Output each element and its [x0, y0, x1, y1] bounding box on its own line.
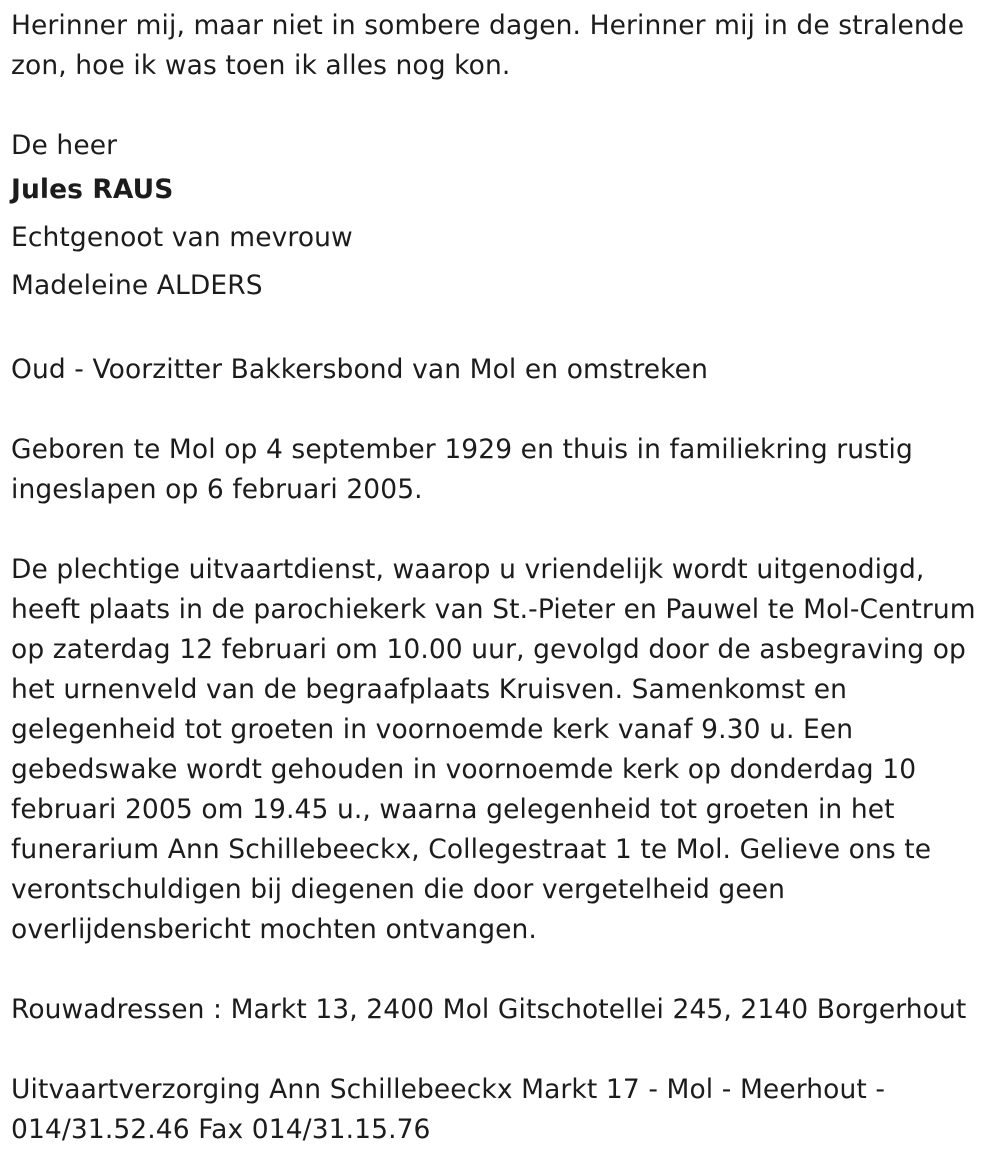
motto-line-2: zon, hoe ik was toen ik alles nog kon. — [11, 50, 511, 81]
birth-death-line-2: ingeslapen op 6 februari 2005. — [11, 474, 423, 505]
undertaker-line-1: Uitvaartverzorging Ann Schillebeeckx Markt 17 - Mol - Meerhout - — [11, 1074, 886, 1105]
spacer — [11, 510, 989, 550]
ceremony-line-7: februari 2005 om 19.45 u., waarna gelegenheid tot groeten in het — [11, 794, 895, 825]
ceremony-line-1: De plechtige uitvaartdienst, waarop u vriendelijk wordt uitgenodigd, — [11, 554, 925, 585]
undertaker-line-2: 014/31.52.46 Fax 014/31.15.76 — [11, 1114, 431, 1145]
mourning-addresses-paragraph — [11, 990, 989, 1030]
obituary-document — [11, 6, 989, 1150]
motto-line-1: Herinner mij, maar niet in sombere dagen. Herinner mij in de stralende — [11, 10, 965, 41]
mourning-addresses: Rouwadressen : Markt 13, 2400 Mol Gitschotellei 245, 2140 Borgerhout — [11, 994, 967, 1025]
spacer — [11, 950, 989, 990]
name-block — [11, 126, 989, 310]
role-paragraph — [11, 350, 989, 390]
ceremony-line-5: gelegenheid tot groeten in voornoemde kerk vanaf 9.30 u. Een — [11, 714, 854, 745]
ceremony-line-4: het urnenveld van de begraafplaats Kruisven. Samenkomst en — [11, 674, 848, 705]
ceremony-line-10: overlijdensbericht mochten ontvangen. — [11, 914, 537, 945]
ceremony-paragraph — [11, 550, 989, 950]
undertaker-paragraph — [11, 1070, 989, 1150]
ceremony-line-3: op zaterdag 12 februari om 10.00 uur, gevolgd door de asbegraving op — [11, 634, 966, 665]
ceremony-line-6: gebedswake wordt gehouden in voornoemde kerk op donderdag 10 — [11, 754, 917, 785]
motto-paragraph — [11, 6, 989, 86]
birth-death-line-1: Geboren te Mol op 4 september 1929 en thuis in familiekring rustig — [11, 434, 913, 465]
ceremony-line-9: verontschuldigen bij diegenen die door vergetelheid geen — [11, 874, 786, 905]
deceased-name: Jules RAUS — [11, 174, 174, 205]
ceremony-line-2: heeft plaats in de parochiekerk van St.-Pieter en Pauwel te Mol-Centrum — [11, 594, 976, 625]
spacer — [11, 86, 989, 126]
ceremony-line-8: funerarium Ann Schillebeeckx, Collegestraat 1 te Mol. Gelieve ons te — [11, 834, 932, 865]
spacer — [11, 1030, 989, 1070]
salutation: De heer — [11, 130, 118, 161]
spacer — [11, 390, 989, 430]
spouse-name: Madeleine ALDERS — [11, 270, 263, 301]
birth-death-paragraph — [11, 430, 989, 510]
role-line: Oud - Voorzitter Bakkersbond van Mol en omstreken — [11, 354, 708, 385]
spouse-label: Echtgenoot van mevrouw — [11, 222, 353, 253]
spacer — [11, 310, 989, 350]
